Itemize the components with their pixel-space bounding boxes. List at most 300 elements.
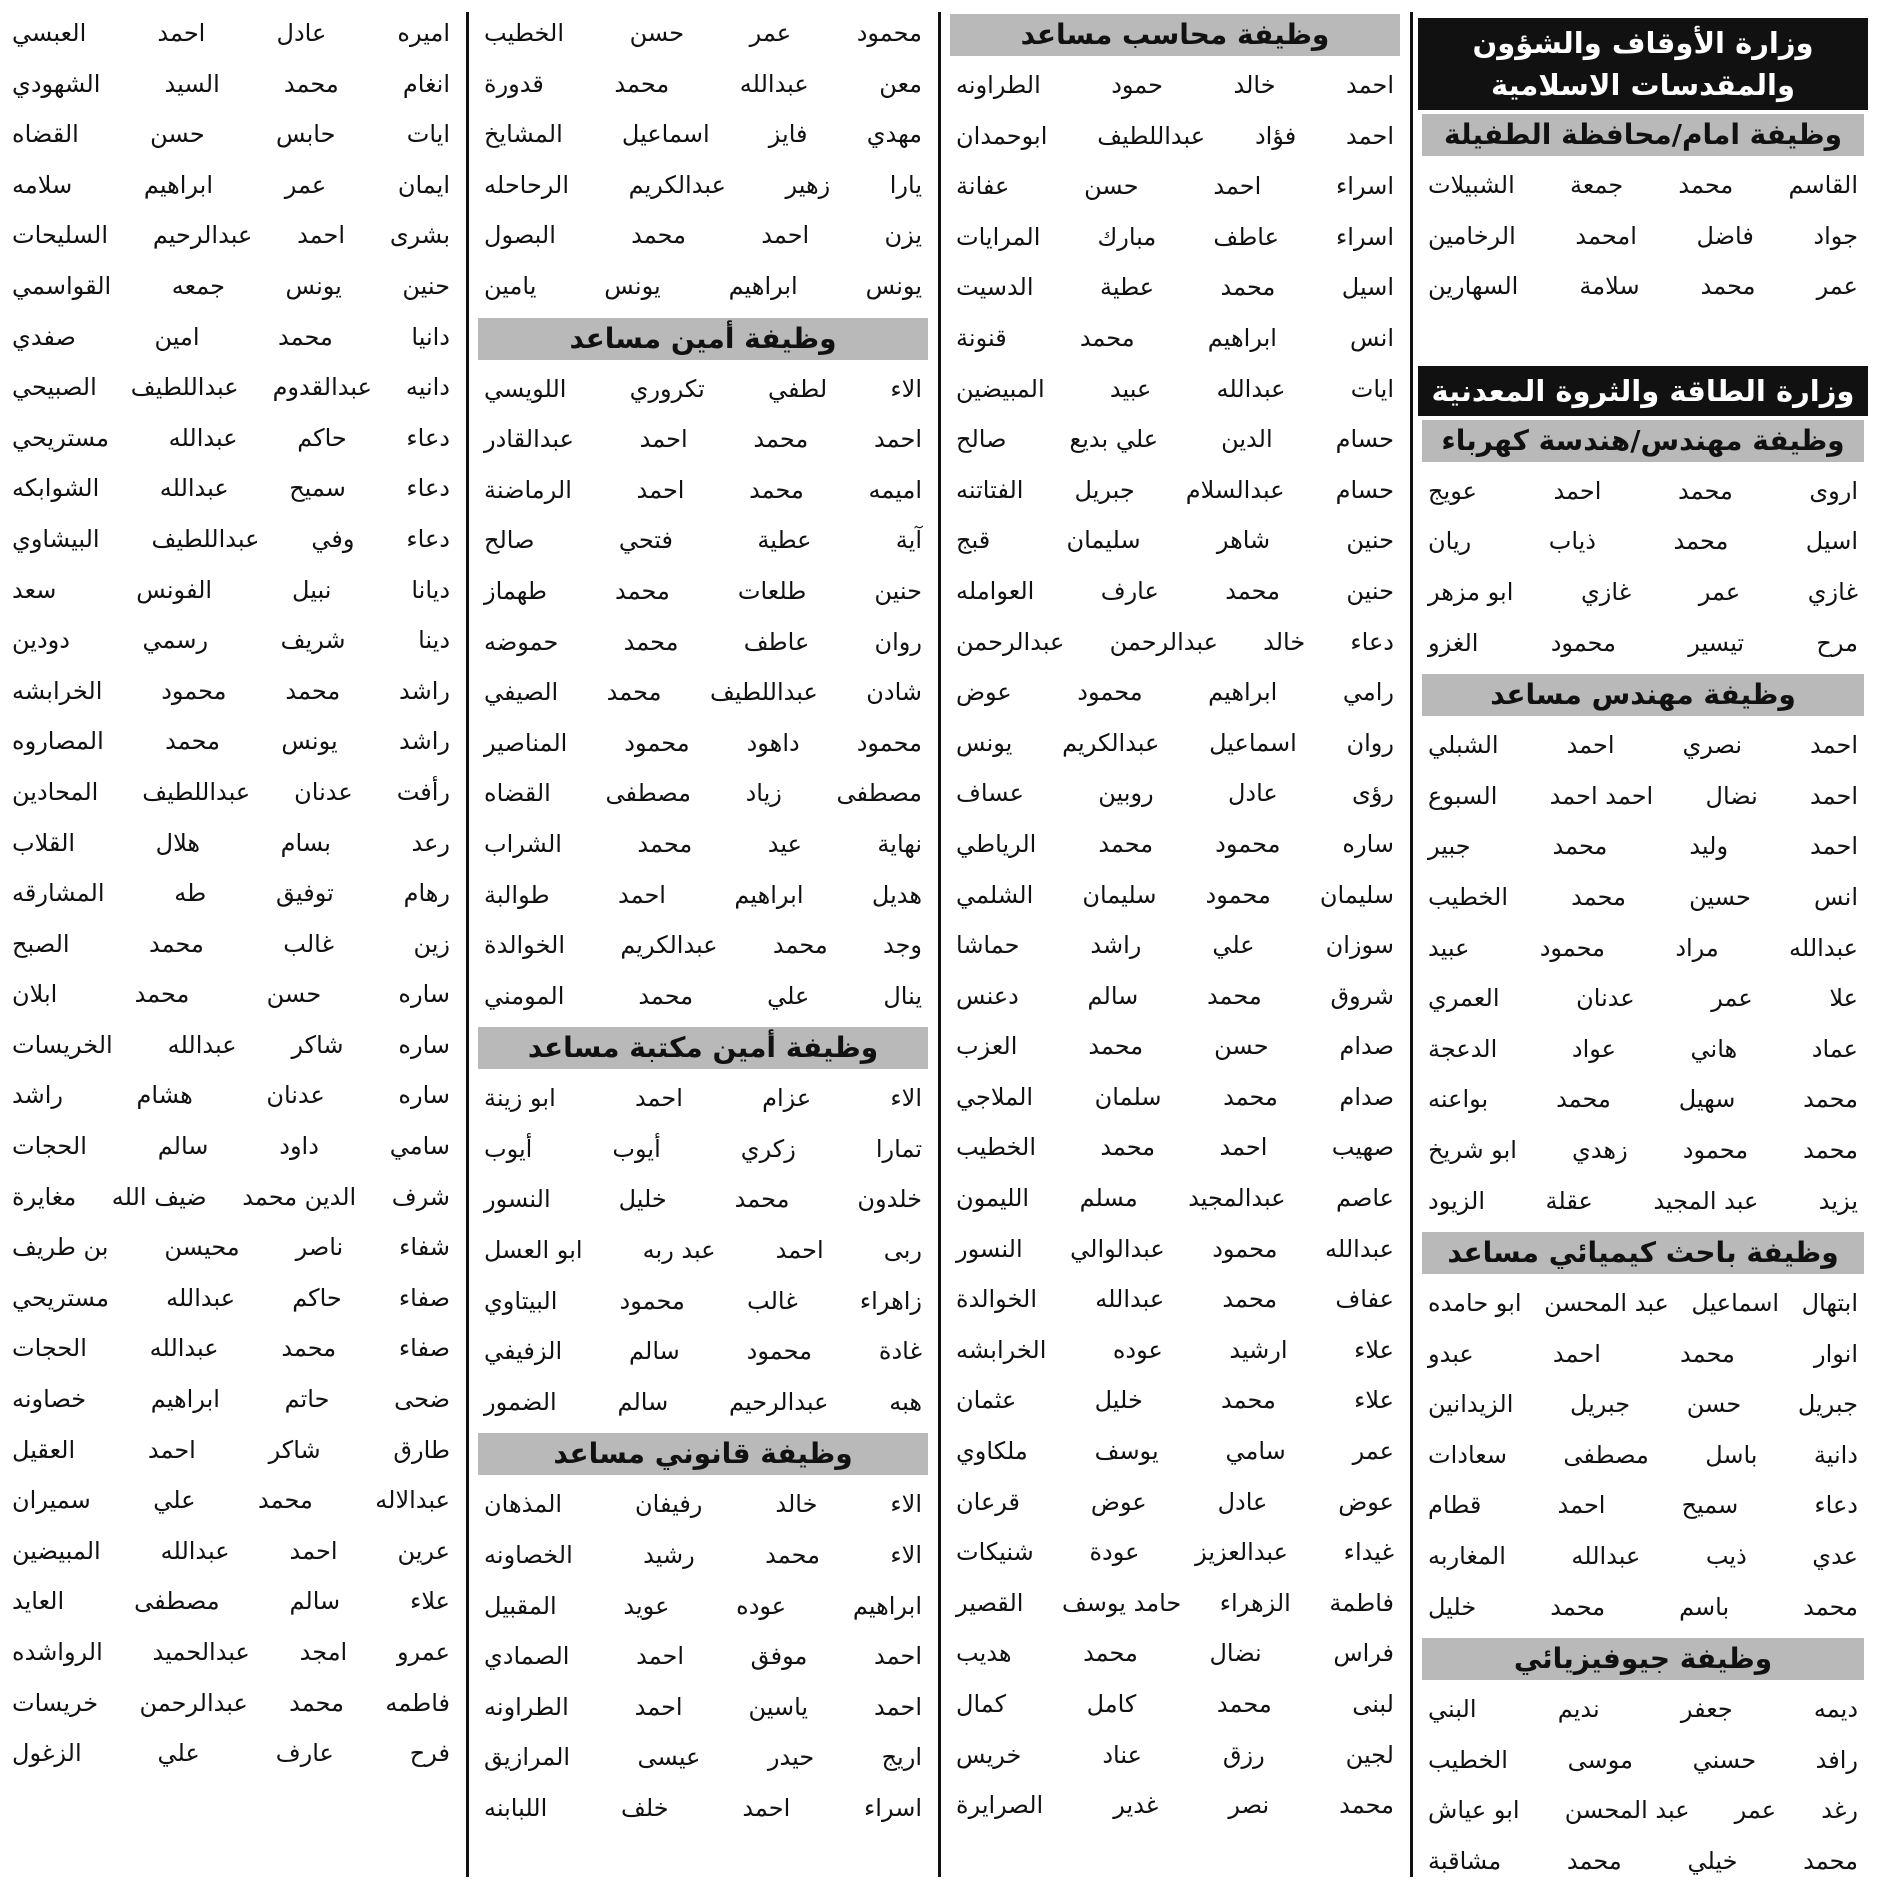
grandfather-name: محمود (619, 1286, 685, 1315)
family-name: الصرايرة (956, 1791, 1044, 1820)
father-name: جعفر (1680, 1695, 1733, 1724)
family-name: خصاونه (12, 1385, 87, 1414)
father-name: باسم (1679, 1592, 1730, 1621)
first-name: مصطفى (836, 779, 922, 808)
family-name: مستريحي (12, 423, 109, 452)
grandfather-name: طه (174, 879, 207, 908)
name-row (946, 1173, 1404, 1224)
grandfather-name: امين (154, 322, 200, 351)
first-name: الاء (890, 1541, 922, 1570)
grandfather-name: عدنان (1576, 984, 1635, 1013)
first-name: يارا (889, 170, 922, 199)
name-row (946, 212, 1404, 263)
name-row (1418, 160, 1868, 211)
first-name: عوض (1338, 1487, 1394, 1516)
family-name: الخطيب (1428, 882, 1508, 911)
father-name: حسني (1692, 1745, 1757, 1774)
first-name: عفاف (1335, 1285, 1394, 1314)
grandfather-name: علي (157, 1739, 200, 1768)
first-name: مهدي (866, 120, 922, 149)
name-row (474, 566, 932, 617)
name-row (946, 1021, 1404, 1072)
name-row (1418, 1278, 1868, 1329)
grandfather-name: عوض (1090, 1487, 1147, 1516)
family-name: سلامه (12, 170, 73, 199)
family-name: الضمور (484, 1387, 557, 1416)
first-name: راشد (399, 727, 450, 756)
father-name: محمد (285, 676, 341, 705)
father-name: عمر (1734, 1796, 1777, 1825)
father-name: ياسين (748, 1692, 809, 1721)
family-name: المبيضين (12, 1536, 101, 1565)
family-name: الملاجي (956, 1082, 1034, 1111)
grandfather-name: موسى (1567, 1745, 1633, 1774)
name-row (946, 718, 1404, 769)
column-3 (474, 8, 932, 1887)
grandfather-name: عبداللطيف (142, 777, 251, 806)
grandfather-name: سالم (617, 1387, 669, 1416)
first-name: محمد (1339, 1791, 1394, 1820)
grandfather-name: جبريل (1074, 475, 1135, 504)
family-name: ملكاوي (956, 1437, 1028, 1466)
first-name: الاء (890, 1490, 922, 1519)
grandfather-name: ضيف الله (111, 1182, 207, 1211)
grandfather-name: أيوب (612, 1134, 661, 1163)
father-name: يونس (285, 271, 342, 300)
father-name: ابراهيم (1208, 678, 1278, 707)
grandfather-name: محمد (606, 678, 662, 707)
first-name: ابراهيم (852, 1591, 922, 1620)
first-name: عمرو (396, 1638, 450, 1666)
name-row (946, 1072, 1404, 1123)
family-name: عفانة (956, 172, 1010, 201)
father-name: غالب (747, 1286, 798, 1315)
family-name: الدعجة (1428, 1034, 1498, 1063)
job-title-heading: وظيفة قانوني مساعد (478, 1433, 928, 1475)
first-name: اسراء (1336, 222, 1394, 251)
family-name: المقبيل (484, 1591, 557, 1620)
father-name: محمد (1206, 981, 1262, 1010)
job-title-heading: وظيفة امام/محافظة الطفيلة (1422, 114, 1864, 156)
column-4 (2, 8, 460, 1887)
first-name: ربى (883, 1236, 922, 1265)
first-name: عاصم (1336, 1184, 1394, 1213)
first-name: صهيب (1331, 1133, 1394, 1162)
name-row (474, 819, 932, 870)
father-name: تيسير (1688, 628, 1745, 657)
name-row (1418, 872, 1868, 923)
name-row (2, 1728, 460, 1779)
job-title-heading: وظيفة أمين مكتبة مساعد (478, 1027, 928, 1069)
first-name: روان (1346, 728, 1394, 757)
name-row (1418, 567, 1868, 618)
first-name: فرح (409, 1739, 450, 1768)
family-name: عبدالرحمن (956, 627, 1065, 656)
family-name: الزغول (12, 1739, 82, 1768)
first-name: دعاء (1350, 627, 1394, 656)
grandfather-name: كامل (1086, 1690, 1137, 1718)
first-name: رعد (411, 828, 450, 857)
name-row (2, 1020, 460, 1071)
grandfather-name: حسن (150, 120, 205, 149)
family-name: المبيضين (956, 374, 1045, 403)
father-name: نصري (1682, 731, 1743, 760)
father-name: محمود (1215, 829, 1281, 858)
grandfather-name: عبد المحسن (1544, 1289, 1669, 1318)
name-row (1418, 1836, 1868, 1887)
name-row (1418, 1430, 1868, 1481)
grandfather-name: عبدالرحمن (139, 1688, 248, 1717)
family-name: المشارقه (12, 879, 105, 908)
father-name: محمد (749, 475, 804, 504)
father-name: وفي (311, 524, 355, 553)
grandfather-name: عبيد (1109, 374, 1152, 403)
family-name: عثمان (956, 1386, 1017, 1415)
father-name: ذيب (1705, 1542, 1747, 1571)
grandfather-name: ابراهيم (143, 170, 214, 199)
name-row (1418, 1379, 1868, 1430)
father-name: ناصر (295, 1233, 344, 1262)
grandfather-name: محمد (134, 980, 190, 1009)
father-name: غالب (283, 929, 335, 958)
first-name: زين (413, 929, 450, 958)
first-name: فراس (1333, 1639, 1394, 1668)
name-row (474, 261, 932, 312)
father-name: محمد (1225, 576, 1281, 605)
father-name: عدنان (266, 1081, 325, 1110)
family-name: جبير (1428, 832, 1471, 861)
first-name: دعاء (1814, 1491, 1858, 1520)
grandfather-name: محيسن (164, 1233, 240, 1262)
family-name: الصبيحي (12, 373, 97, 402)
grandfather-name: سالم (629, 1337, 680, 1366)
father-name: عوده (736, 1591, 787, 1620)
family-name: عبيد (1428, 933, 1470, 962)
father-name: احمد (742, 1794, 791, 1822)
grandfather-name: الفونس (136, 575, 213, 604)
name-row (1418, 1024, 1868, 1075)
grandfather-name: عبداللطيف (151, 524, 260, 553)
first-name: لجين (1345, 1740, 1394, 1769)
first-name: سامي (389, 1132, 450, 1161)
first-name: انغام (402, 69, 450, 98)
family-name: الصبح (12, 929, 70, 958)
family-name: عبدالقادر (484, 425, 574, 454)
name-row (2, 1475, 460, 1526)
grandfather-name: نديم (1557, 1695, 1600, 1724)
father-name: طلعات (737, 576, 807, 605)
grandfather-name: عواد (1571, 1034, 1616, 1063)
family-name: العايد (12, 1587, 65, 1616)
column-2 (946, 8, 1404, 1887)
first-name: شروق (1330, 981, 1394, 1010)
name-row (946, 1477, 1404, 1528)
first-name: احمد (1810, 731, 1858, 760)
family-name: سعادات (1428, 1440, 1507, 1469)
grandfather-name: عبدالله (159, 474, 229, 503)
family-name: الزفيفي (484, 1337, 563, 1366)
name-row (1418, 1582, 1868, 1633)
family-name: شنيكات (956, 1538, 1034, 1567)
grandfather-name: عبد المحسن (1564, 1796, 1690, 1825)
name-row (1418, 923, 1868, 974)
name-row (946, 819, 1404, 870)
family-name: حماشا (956, 931, 1020, 960)
name-row (1418, 211, 1868, 262)
first-name: رؤى (1352, 779, 1394, 808)
family-name: الدسيت (956, 273, 1034, 302)
name-row (946, 262, 1404, 313)
grandfather-name: محمود (1550, 628, 1617, 657)
father-name: مراد (1675, 933, 1719, 962)
father-name: سميح (1681, 1491, 1739, 1520)
father-name: محمد (281, 1334, 337, 1363)
father-name: وليد (1689, 832, 1729, 861)
name-row (2, 514, 460, 565)
name-row (2, 362, 460, 413)
name-row (474, 59, 932, 110)
family-name: الرواشده (12, 1638, 103, 1666)
name-row (474, 8, 932, 59)
family-name: الحجات (12, 1132, 87, 1161)
grandfather-name: محمد (637, 829, 693, 858)
family-name: الفتاتنه (956, 475, 1024, 504)
father-name: محمد (772, 931, 828, 960)
family-name: الشبلي (1428, 731, 1499, 760)
name-row (474, 1377, 932, 1428)
name-row (946, 617, 1404, 668)
father-name: سالم (289, 1587, 341, 1616)
first-name: محمد (1803, 1592, 1858, 1621)
name-row (946, 1780, 1404, 1831)
family-name: ابو العسل (484, 1236, 583, 1265)
father-name: عمر (749, 19, 792, 47)
first-name: عمر (1816, 272, 1858, 301)
name-row (474, 667, 932, 718)
grandfather-name: محمود (624, 728, 690, 757)
father-name: محمد (289, 1688, 344, 1717)
father-name: محمد (278, 322, 333, 351)
family-name: المومني (484, 981, 565, 1010)
first-name: ضحى (394, 1385, 450, 1414)
first-name: علا (1829, 984, 1858, 1013)
job-title-heading: وظيفة محاسب مساعد (950, 14, 1400, 56)
family-name: البصول (484, 221, 556, 250)
family-name: عويج (1428, 476, 1477, 505)
family-name: عوض (956, 678, 1012, 707)
family-name: ابو مزهر (1428, 577, 1514, 606)
grandfather-name: جمعه (171, 271, 225, 300)
father-name: الزهراء (1219, 1588, 1291, 1617)
ministry-heading: وزارة الأوقاف والشؤون والمقدسات الاسلامية (1418, 18, 1868, 110)
father-name: شاهر (1216, 526, 1271, 555)
father-name: عارف (275, 1739, 334, 1768)
first-name: اسراء (1336, 172, 1394, 201)
family-name: المصاروه (12, 727, 104, 756)
father-name: نضال (1705, 781, 1758, 810)
family-name: الليمون (956, 1184, 1030, 1213)
name-row (1418, 1785, 1868, 1836)
father-name: سميح (289, 474, 346, 503)
grandfather-name: احمد (1553, 476, 1602, 505)
first-name: محمد (1803, 1085, 1858, 1114)
family-name: السليحات (12, 221, 109, 250)
first-name: شفاء (399, 1233, 450, 1262)
first-name: اسراء (864, 1794, 922, 1822)
first-name: ايات (406, 120, 450, 149)
father-name: عادل (1227, 779, 1278, 808)
father-name: حيدر (767, 1743, 815, 1772)
father-name: ابراهيم (728, 271, 798, 300)
name-row (2, 413, 460, 464)
first-name: لبنى (1352, 1690, 1394, 1718)
grandfather-name: رشيد (643, 1541, 695, 1570)
first-name: الاء (890, 374, 922, 403)
name-row (474, 1276, 932, 1327)
grandfather-name: احمد (1552, 1339, 1601, 1368)
family-name: راشد (12, 1081, 63, 1110)
name-row (474, 210, 932, 261)
grandfather-name: احمد (1566, 731, 1615, 760)
name-row (946, 768, 1404, 819)
father-name: باسل (1705, 1440, 1758, 1469)
first-name: صدام (1339, 1082, 1394, 1111)
name-row (474, 1783, 932, 1834)
name-row (2, 463, 460, 514)
ministry-heading: وزارة الطاقة والثروة المعدنية (1418, 366, 1868, 416)
name-row (1418, 1125, 1868, 1176)
first-name: عبدالاله (375, 1486, 450, 1515)
grandfather-name: محمد (638, 981, 694, 1010)
grandfather-name: محمد (1098, 829, 1154, 858)
father-name: محمود (746, 1337, 812, 1366)
father-name: محمد (1221, 1386, 1276, 1415)
name-row (474, 920, 932, 971)
first-name: حنين (1346, 576, 1394, 605)
grandfather-name: احمد (1557, 1491, 1606, 1520)
first-name: حسام (1335, 475, 1394, 504)
name-row (2, 109, 460, 160)
father-name: محمد (734, 1185, 790, 1214)
family-name: المرايات (956, 222, 1041, 251)
name-row (946, 1628, 1404, 1679)
father-name: محمد (1222, 1285, 1278, 1314)
family-name: الخصاونه (484, 1541, 573, 1570)
grandfather-name: عبدالرحيم (152, 221, 253, 250)
name-row (474, 515, 932, 566)
grandfather-name: تكروري (629, 374, 705, 403)
family-name: اللويسي (484, 374, 567, 403)
family-name: الشلمي (956, 880, 1034, 909)
first-name: احمد (874, 425, 922, 454)
father-name: شريف (280, 626, 346, 655)
grandfather-name: زهدي (1572, 1135, 1628, 1164)
grandfather-name: عبدالحميد (152, 1638, 250, 1666)
grandfather-name: سالم (1087, 981, 1139, 1010)
grandfather-name: عبداللطيف (130, 373, 239, 402)
father-name: هاني (1690, 1034, 1738, 1063)
grandfather-name: عبدالله (167, 1030, 237, 1059)
grandfather-name: احمد (617, 880, 666, 909)
name-row (474, 870, 932, 921)
name-row (474, 971, 932, 1022)
family-name: القلاب (12, 828, 76, 857)
family-name: الشراب (484, 829, 562, 858)
name-row (946, 566, 1404, 617)
grandfather-name: حسن (629, 19, 685, 47)
father-name: عبدالمجيد (1188, 1184, 1286, 1213)
father-name: فايز (768, 120, 808, 149)
name-row (2, 8, 460, 59)
first-name: شرف (391, 1182, 450, 1211)
grandfather-name: محمد (1079, 323, 1135, 352)
grandfather-name: عبدالله (149, 1334, 219, 1363)
father-name: حسين (1689, 882, 1751, 911)
family-name: النسور (484, 1185, 551, 1214)
family-name: المغاربه (1428, 1542, 1506, 1571)
first-name: انس (1814, 882, 1858, 911)
grandfather-name: محمد (1556, 1085, 1611, 1114)
column-1 (1418, 8, 1868, 1887)
family-name: ابوحمدان (956, 121, 1048, 150)
father-name: عبد المجيد (1653, 1186, 1759, 1215)
grandfather-name: احمد (639, 425, 688, 454)
family-name: الخرابشه (956, 1335, 1047, 1364)
father-name: محمد (1220, 273, 1276, 302)
name-row (946, 414, 1404, 465)
father-name: محمد (1216, 1690, 1272, 1718)
grandfather-name: عويد (623, 1591, 670, 1620)
first-name: اريج (881, 1743, 922, 1772)
family-name: القواسمي (12, 271, 112, 300)
first-name: رغد (1821, 1796, 1858, 1825)
grandfather-name: محمود (1539, 933, 1606, 962)
family-name: يامين (484, 271, 537, 300)
first-name: عبدالله (1325, 1234, 1394, 1263)
grandfather-name: محمد (1571, 882, 1626, 911)
father-name: عبدالقدوم (272, 373, 372, 402)
grandfather-name: عارف (1100, 576, 1159, 605)
family-name: القضاه (12, 120, 79, 149)
name-row (946, 1679, 1404, 1730)
grandfather-name: احمد (636, 475, 685, 504)
grandfather-name: عبداللطيف (1097, 121, 1206, 150)
first-name: آية (895, 526, 922, 555)
first-name: محمود (856, 19, 922, 47)
father-name: نبيل (292, 575, 332, 604)
first-name: حسام (1335, 425, 1394, 454)
name-row (946, 515, 1404, 566)
name-row (946, 1375, 1404, 1426)
grandfather-name: ذياب (1548, 527, 1596, 556)
father-name: عبدالسلام (1185, 475, 1285, 504)
name-row (946, 111, 1404, 162)
father-name: عاطف (743, 627, 810, 656)
first-name: غادة (878, 1337, 922, 1366)
name-row (1418, 1735, 1868, 1786)
name-row (2, 969, 460, 1020)
name-row (1418, 261, 1868, 312)
family-name: بواعنه (1428, 1085, 1489, 1114)
name-row (2, 1627, 460, 1678)
first-name: سليمان (1319, 880, 1394, 909)
family-name: قرعان (956, 1487, 1020, 1516)
first-name: غيداء (1343, 1538, 1394, 1567)
first-name: دانيا (411, 322, 450, 351)
grandfather-name: عبدالله (1095, 1285, 1165, 1314)
family-name: سعد (12, 575, 57, 604)
father-name: يونس (281, 727, 338, 756)
